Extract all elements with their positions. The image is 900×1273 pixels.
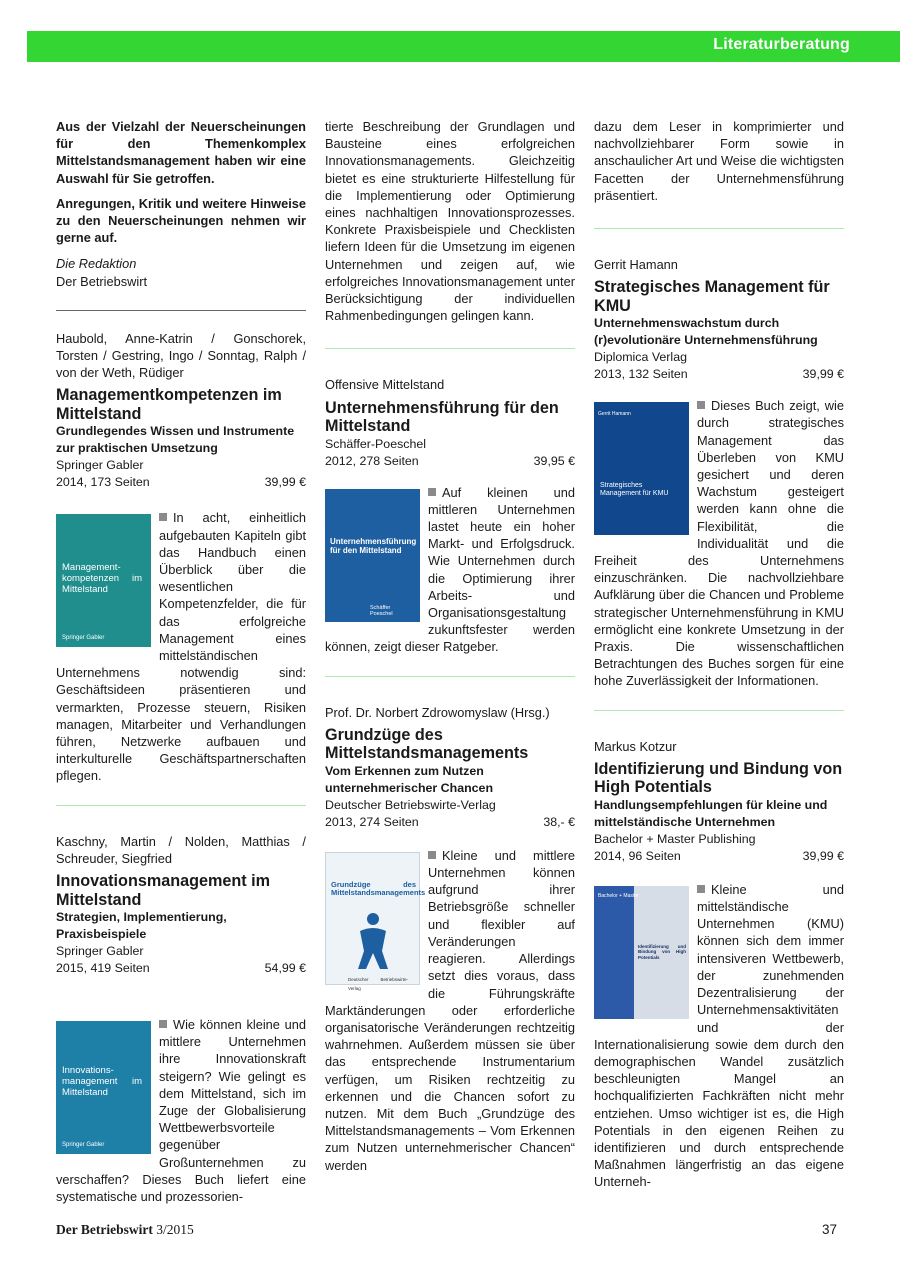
book-authors: Gerrit Hamann <box>594 257 678 273</box>
book-publisher: Deutscher Betriebswirte-Verlag <box>325 797 496 812</box>
signature-editor: Die Redaktion <box>56 256 137 272</box>
review-text-continued: tierte Beschreibung der Grundlagen und Bausteine eines erfolgreichen Innovationsmanagements. Gleichzeitig bietet es eine strukturierte Hilfestellung für die Implementierung oder Optimierung eines nachhaltigen Innovationsprozesses. Konkrete Praxisbeispiele und Checklisten liefern Ideen für die Umsetzung im eigenen Unternehmen und zeigen auf, wie erfolgreiches Innovationsmanagement unter Berücksichtigung der individuellen Rahmenbedingungen gelingen kann. <box>325 119 575 324</box>
divider <box>325 676 575 677</box>
book-subtitle: Unternehmenswachstum durch (r)evolutionäre Unternehmensführung <box>594 316 818 348</box>
column-3 <box>594 118 844 1191</box>
book-entry <box>594 738 844 1191</box>
book-authors: Haubold, Anne-Katrin / Gonschorek, Torsten / Gestring, Ingo / Sonntag, Ralph / von der Weth, Rüdiger <box>56 330 306 381</box>
book-entry <box>594 256 844 690</box>
book-authors: Offensive Mittelstand <box>325 377 445 393</box>
book-publisher: Diplomica Verlag <box>594 350 687 365</box>
book-subtitle: Grundlegendes Wissen und Instrumente zur praktischen Umsetzung <box>56 424 295 456</box>
bullet-square-icon <box>159 513 167 521</box>
book-meta-row <box>594 366 844 383</box>
review-text: Auf kleinen und mittleren Unternehmen lastet heute ein hoher Markt- und Erfolgsdruck. Wie Unternehmen durch die Optimierung ihrer Arbeits- und Organisationsgestaltung zukunftsfester werden können, zeigt dieser Ratgeber. <box>325 484 575 655</box>
book-title: Managementkompetenzen im Mittelstand <box>56 386 282 423</box>
book-review <box>325 847 575 1174</box>
intro-paragraph: Aus der Vielzahl der Neuerscheinungen für den Themenkomplex Mittelstandsmanagement haben wir eine Auswahl für Sie getroffen. <box>56 119 306 186</box>
journal-issue: 3/2015 <box>156 1222 194 1237</box>
column-2 <box>325 118 575 1174</box>
book-title: Unternehmensführung für den Mittelstand <box>325 398 559 436</box>
book-year-pages: 2014, 173 Seiten <box>56 475 150 490</box>
book-cover-image <box>325 852 426 991</box>
book-entry <box>325 704 575 1174</box>
book-authors: Prof. Dr. Norbert Zdrowomyslaw (Hrsg.) <box>325 704 550 720</box>
book-publisher: Bachelor + Master Publishing <box>594 831 756 846</box>
book-meta-row <box>56 960 306 977</box>
book-price: 39,95 € <box>533 453 575 468</box>
book-review <box>56 509 306 784</box>
book-review <box>594 881 844 1191</box>
divider <box>325 348 575 349</box>
divider <box>594 228 844 229</box>
bullet-square-icon <box>428 488 436 496</box>
cover-title: Management-kompetenzen im Mittelstand <box>62 562 142 596</box>
divider <box>56 805 306 806</box>
book-price: 39,99 € <box>802 848 844 863</box>
cover-title: Innovations-management im Mittelstand <box>62 1065 142 1098</box>
cover-brand: Bachelor + Master <box>598 892 639 899</box>
book-year-pages: 2013, 132 Seiten <box>594 367 688 382</box>
footer-journal <box>56 1222 194 1238</box>
book-review-part-1 <box>56 1016 306 1205</box>
review-text: Kleine und mittlere Unternehmen können aufgrund ihrer Betriebsgröße schneller und flexibler auf Veränderungen reagieren. Allerdings setzt dies voraus, dass die Führungskräfte Marktänderungen oder erforderliche organisatorische Veränderungen rechtzeitig wahrnehmen. Außerdem müssen sie über das entsprechende Instrumentarium verfügen, um Risiken rechtzeitig zu erkennen und die Chancen sofort zu nutzen. Mit dem Buch „Grundzüge des Mittelstandsmanagements – Vom Erkennen zum Nutzen unternehmerischer Chancen“ werden <box>325 847 575 1173</box>
divider <box>56 310 306 311</box>
book-cover-image <box>325 489 420 622</box>
bullet-square-icon <box>428 851 436 859</box>
cover-title: Unternehmensführung für den Mittelstand <box>330 536 417 555</box>
section-title: Literaturberatung <box>713 36 850 53</box>
runner-figure-icon <box>348 911 398 971</box>
book-entry <box>325 376 575 655</box>
review-text: Wie können kleine und mittlere Unternehmen ihre Innovationskraft steigern? Wie gelingt es dem Mittelstand, sich im Zuge der Globalisierung Wettbewerbsvorteile gegenüber Großunternehmen zu verschaffen? Dieses Buch liefert eine systematische und prozessorien- <box>56 1017 306 1205</box>
book-title: Innovationsmanagement im Mittelstand <box>56 872 271 909</box>
cover-brand: Springer Gabler <box>62 635 105 642</box>
book-authors: Markus Kotzur <box>594 738 677 754</box>
book-cover-image <box>594 886 689 1019</box>
book-price: 39,99 € <box>264 475 306 490</box>
cover-brand: Gerrit Hamann <box>598 411 631 418</box>
review-text: Dieses Buch zeigt, wie durch strategisches Management das Überleben von KMU gesichert und deren Wachstum gesteigert werden kann ohne die Flexibilität, die Individualität und die Freiheit des Unternehmens einzuschränken. Die nachvollziehbare Aufklärung über die Chancen und Probleme strategischer Unternehmensführung in KMU ermöglicht eine konkrete Umsetzung in der Praxis. Die wissenschaftlichen Betrachtungen des Buches sorgen für eine hohe Zuverlässigkeit der Informationen. <box>594 398 844 689</box>
intro-paragraph-2: Anregungen, Kritik und weitere Hinweise zu den Neuerscheinungen nehmen wir gerne auf. <box>56 195 306 246</box>
review-text: In acht, einheitlich aufgebauten Kapiteln gibt das Handbuch einen Überblick über die wesentlichen Kompetenzfelder, die für das erfolgreiche Management eines mittelständischen Unternehmens notwendig sind: Geschäftsideen präsentieren und vermarkten, Prozesse steuern, Risiken managen, Mitarbeiter und Verhandlungen führen, Netzwerke aufbauen und interkulturelle Geschäftspartnerschaften pflegen. <box>56 510 306 784</box>
book-publisher: Springer Gabler <box>56 458 144 473</box>
section-header-bar <box>27 31 900 62</box>
bullet-square-icon <box>697 885 705 893</box>
book-entry <box>56 330 306 785</box>
book-subtitle: Vom Erkennen zum Nutzen unternehmerischer Chancen <box>325 763 494 795</box>
book-review <box>325 484 575 656</box>
book-year-pages: 2014, 96 Seiten <box>594 848 681 863</box>
book-entry <box>56 833 306 977</box>
cover-title: Identifizierung und Bindung von High Potentials <box>638 943 686 960</box>
book-price: 38,- € <box>543 814 575 829</box>
book-authors: Kaschny, Martin / Nolden, Matthias / Schreuder, Siegfried <box>56 833 306 866</box>
book-subtitle: Handlungsempfehlungen für kleine und mittelständische Unternehmen <box>594 797 828 829</box>
cover-brand: Schäffer Poeschel <box>370 604 393 617</box>
book-title: Strategisches Management für KMU <box>594 278 830 315</box>
book-year-pages: 2013, 274 Seiten <box>325 814 419 829</box>
book-year-pages: 2015, 419 Seiten <box>56 961 150 976</box>
book-cover-image <box>56 514 151 647</box>
cover-title: Strategisches Management für KMU <box>600 482 669 498</box>
book-subtitle: Strategien, Implementierung, Praxisbeispiele <box>56 910 227 942</box>
signature-magazine: Der Betriebswirt <box>56 273 148 289</box>
book-publisher: Schäffer-Poeschel <box>325 436 427 451</box>
journal-name: Der Betriebswirt <box>56 1222 153 1237</box>
book-price: 54,99 € <box>264 961 306 976</box>
book-publisher: Springer Gabler <box>56 944 144 959</box>
book-title: Grundzüge des Mittelstandsmanagements <box>325 725 529 763</box>
book-meta-row <box>325 453 575 470</box>
book-meta-row <box>594 848 844 865</box>
book-cover-image <box>594 402 689 535</box>
bullet-square-icon <box>697 401 705 409</box>
book-meta-row <box>56 474 306 491</box>
book-cover-image <box>56 1021 151 1154</box>
bullet-square-icon <box>159 1020 167 1028</box>
column-1 <box>56 118 306 977</box>
cover-brand: Springer Gabler <box>62 1142 105 1148</box>
book-meta-row <box>325 814 575 831</box>
book-title: Identifizierung und Bindung von High Potentials <box>594 759 843 797</box>
page-number: 37 <box>822 1222 838 1237</box>
book-year-pages: 2012, 278 Seiten <box>325 453 419 468</box>
divider <box>594 710 844 711</box>
book-price: 39,99 € <box>802 367 844 382</box>
review-text-continued: dazu dem Leser in komprimierter und nachvollziehbarer Form sowie in anschaulicher Art und Weise die wichtigsten Facetten der Unternehmensführung präsentiert. <box>594 119 844 203</box>
cover-title: Grundzüge des Mittelstandsmanagements <box>331 879 426 898</box>
review-text: Kleine und mittelständische Unternehmen (KMU) können sich dem immer intensiveren Wettbewerb, der zunehmenden Dezentralisierung der Unternehmensaktivitäten und der Internationalisierung sowie dem durch den demographischen Wandel zusätzlich beschleunigten Mangel an hochqualifizierten Fachkräften nicht mehr entziehen. Umso wichtiger ist es, die High Potentials in den eigenen Reihen zu identifizieren und durch entsprechende Maßnahmen längerfristig an das eigene Unterneh- <box>594 881 844 1190</box>
book-review <box>594 397 844 689</box>
cover-brand: Deutscher Betriebswirte-Verlag <box>348 976 408 991</box>
